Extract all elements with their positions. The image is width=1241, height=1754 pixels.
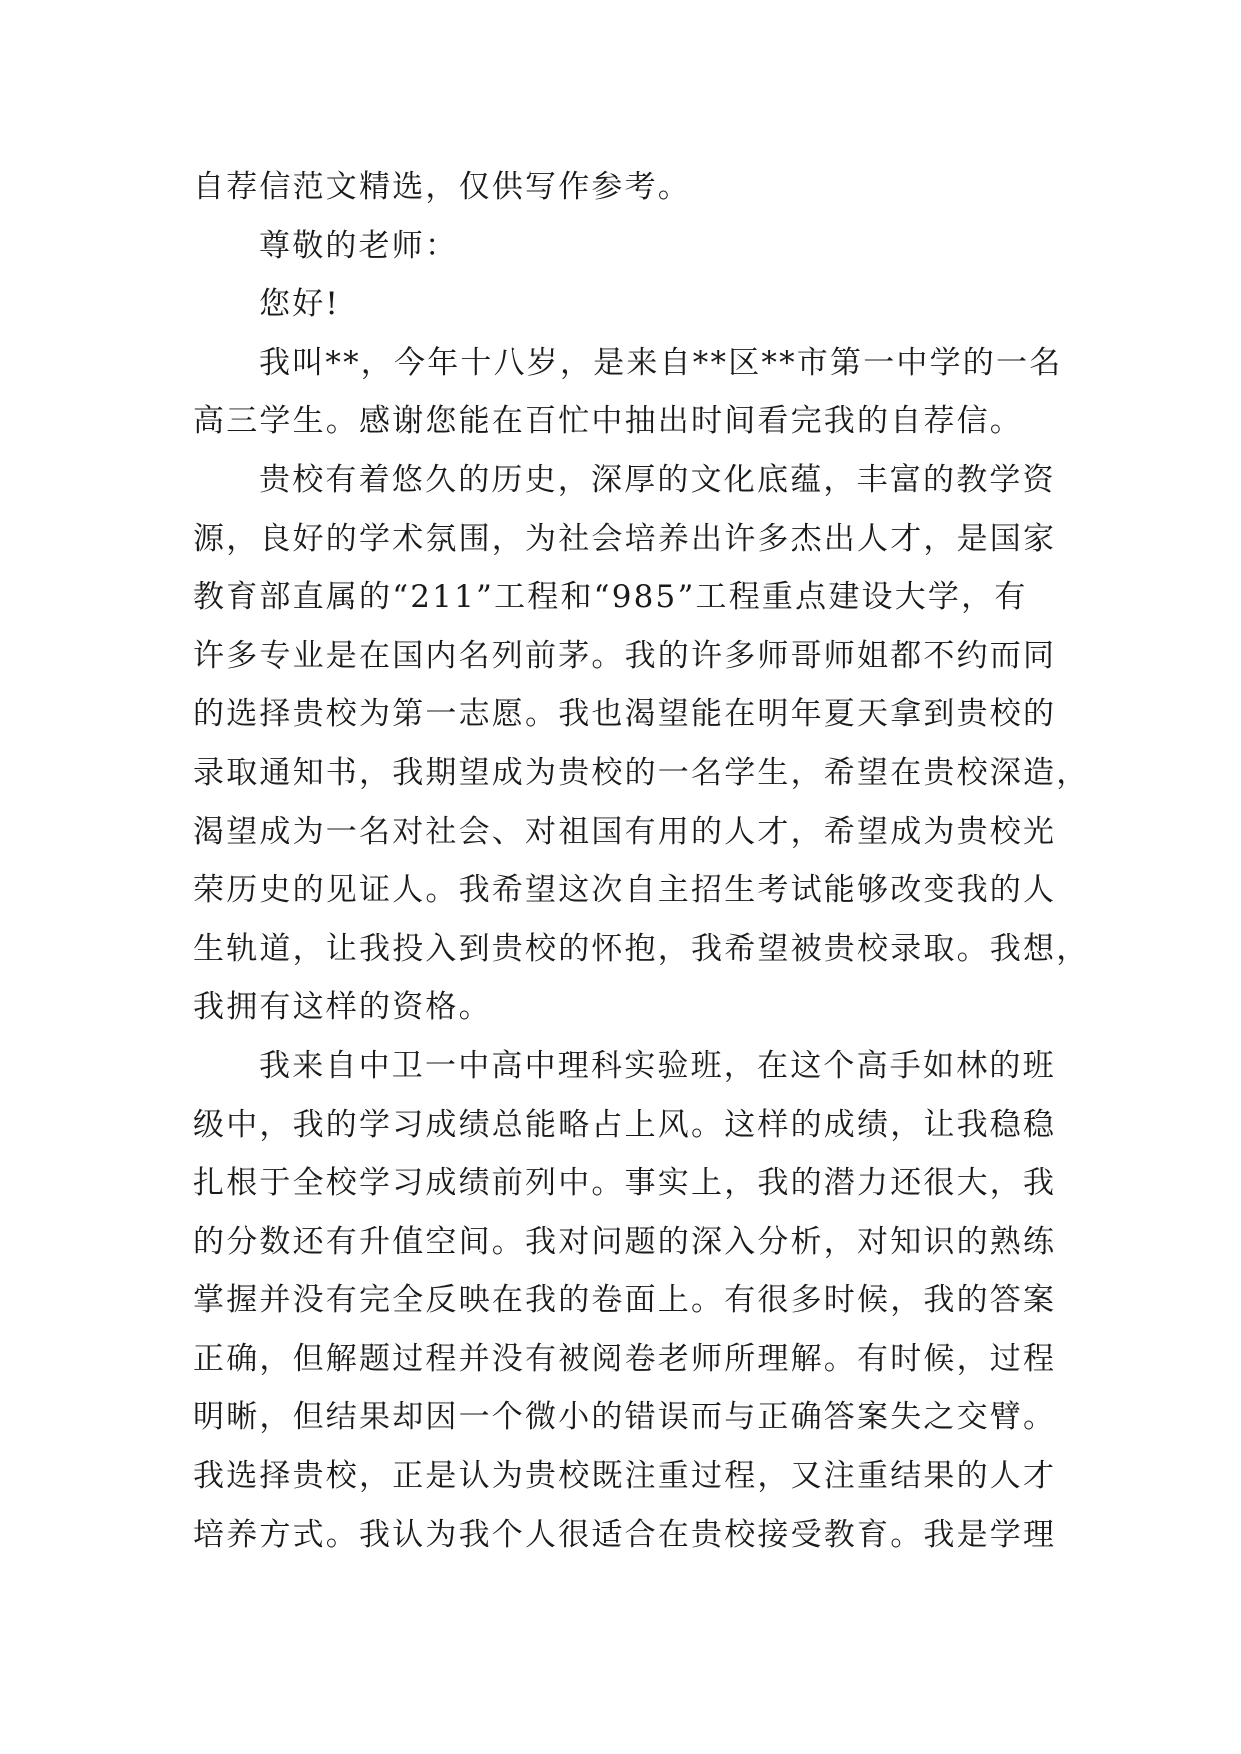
text-line: 我叫**，今年十八岁，是来自**区**市第一中学的一名 [259, 344, 1063, 381]
text-line: 生轨道，让我投入到贵校的怀抱，我希望被贵校录取。我想， [193, 930, 1090, 967]
text-line: 您好! [259, 286, 341, 323]
text-line: 尊敬的老师： [259, 227, 459, 264]
text-line: 贵校有着悠久的历史，深厚的文化底蕴，丰富的教学资 [259, 461, 1056, 498]
text-line: 正确，但解题过程并没有被阅卷老师所理解。有时候，过程 [193, 1340, 1057, 1377]
text-line: 的选择贵校为第一志愿。我也渴望能在明年夏天拿到贵校的 [193, 696, 1057, 733]
text-line: 渴望成为一名对社会、对祖国有用的人才，希望成为贵校光 [193, 813, 1057, 850]
text-line: 我选择贵校，正是认为贵校既注重过程，又注重结果的人才 [193, 1458, 1057, 1495]
text-line: 自荐信范文精选，仅供写作参考。 [193, 169, 691, 205]
text-line: 我拥有这样的资格。 [193, 989, 492, 1026]
text-line: 高三学生。感谢您能在百忙中抽出时间看完我的自荐信。 [193, 403, 1023, 440]
text-line: 掌握并没有完全反映在我的卷面上。有很多时候，我的答案 [193, 1282, 1057, 1319]
text-line: 级中，我的学习成绩总能略占上风。这样的成绩，让我稳稳 [193, 1106, 1057, 1143]
text-line: 扎根于全校学习成绩前列中。事实上，我的潜力还很大，我 [193, 1165, 1057, 1202]
text-line: 许多专业是在国内名列前茅。我的许多师哥师姐都不约而同 [193, 637, 1057, 674]
text-line: 录取通知书，我期望成为贵校的一名学生，希望在贵校深造， [193, 754, 1090, 791]
text-line: 培养方式。我认为我个人很适合在贵校接受教育。我是学理 [193, 1516, 1057, 1553]
text-line: 明晰，但结果却因一个微小的错误而与正确答案失之交臂。 [193, 1399, 1057, 1436]
text-line: 教育部直属的“211”工程和“985”工程重点建设大学，有 [193, 579, 1028, 616]
text-line: 我来自中卫一中高中理科实验班，在这个高手如林的班 [259, 1047, 1056, 1084]
text-line: 源，良好的学术氛围，为社会培养出许多杰出人才，是国家 [193, 520, 1057, 557]
letter-body [193, 158, 1090, 1564]
text-line: 的分数还有升值空间。我对问题的深入分析，对知识的熟练 [193, 1223, 1057, 1260]
text-line: 荣历史的见证人。我希望这次自主招生考试能够改变我的人 [193, 872, 1057, 909]
